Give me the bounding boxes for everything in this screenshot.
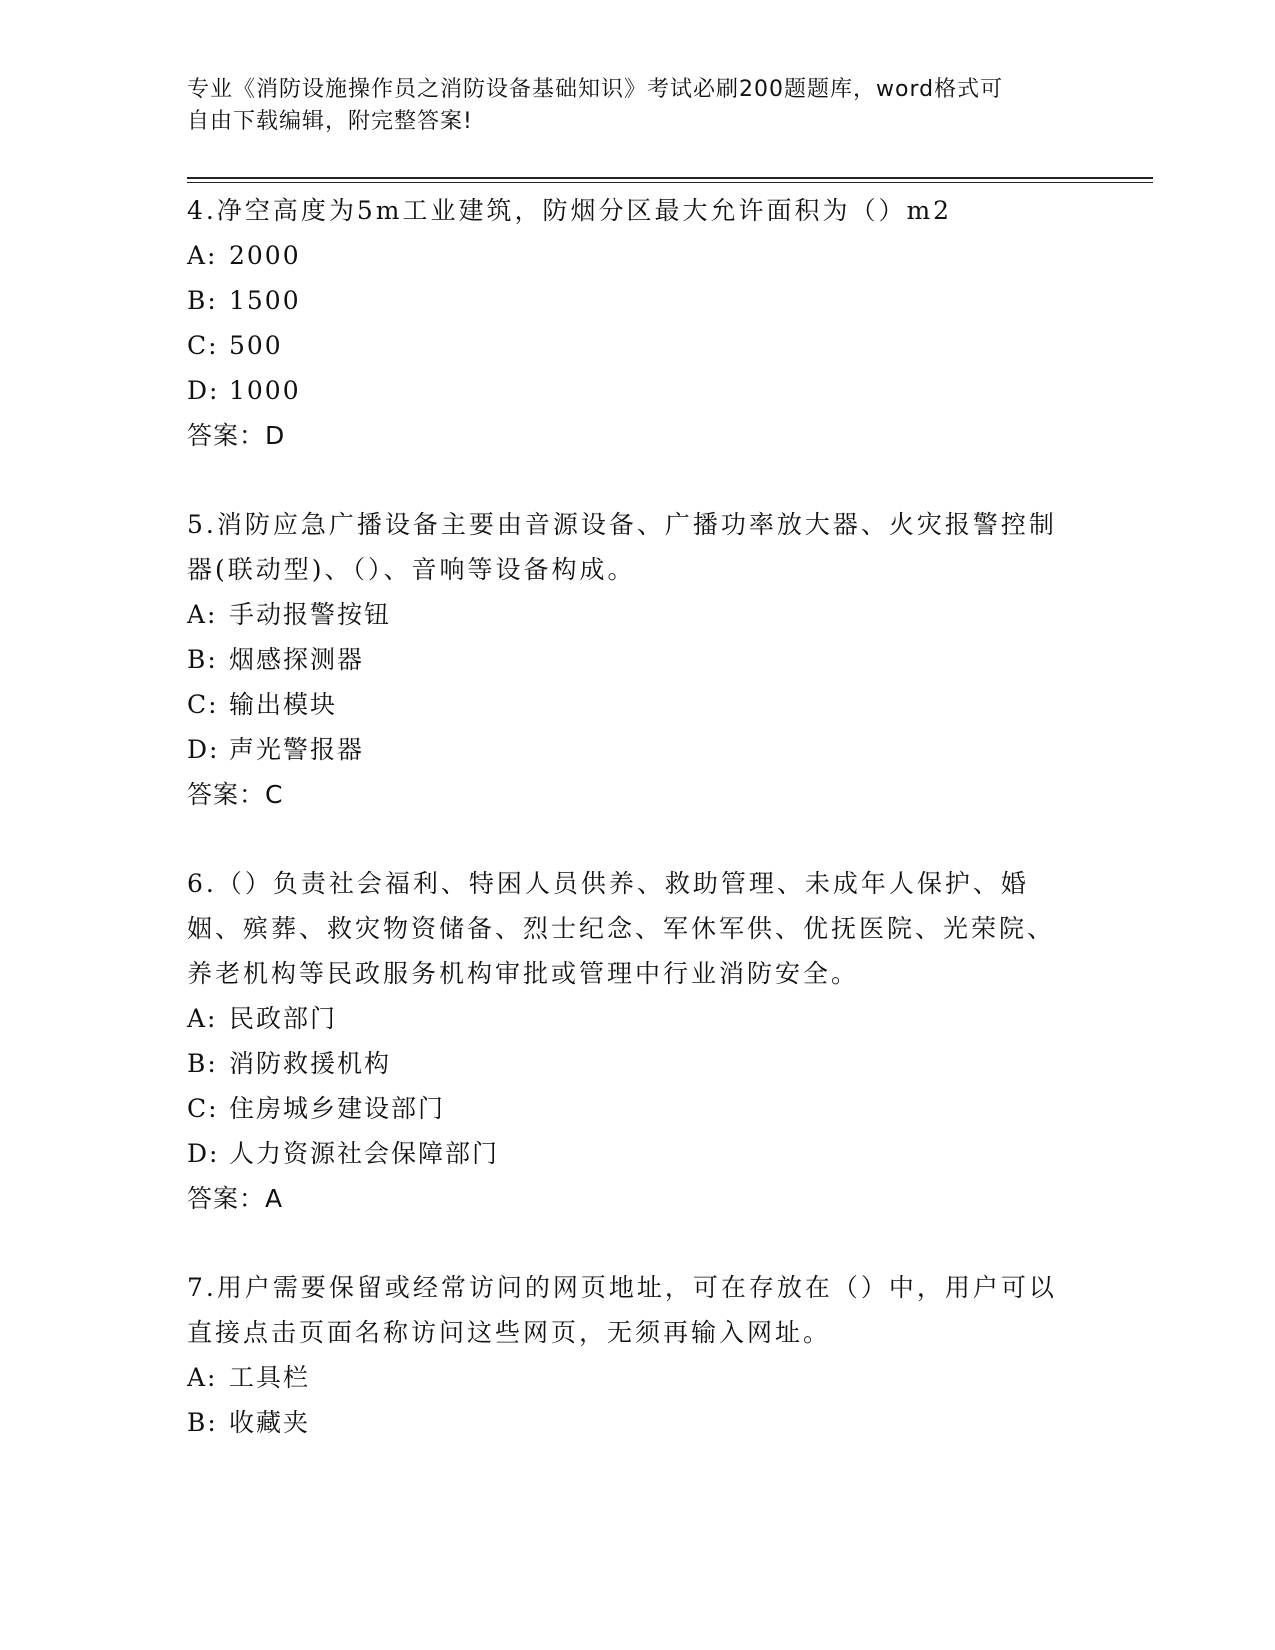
option-key: A: bbox=[187, 241, 218, 270]
option-key: B: bbox=[187, 1049, 218, 1078]
option-value: 500 bbox=[229, 331, 283, 360]
header-line-1: 专业《消防设施操作员之消防设备基础知识》考试必刷200题题库，word格式可 bbox=[187, 77, 1004, 102]
header-divider-thick bbox=[187, 177, 1153, 179]
option-b bbox=[187, 1400, 1067, 1445]
option-key: C: bbox=[187, 690, 219, 719]
option-d bbox=[187, 1131, 1067, 1176]
option-key: A: bbox=[187, 1363, 218, 1392]
option-value: 民政部门 bbox=[229, 1004, 338, 1033]
option-value: 收藏夹 bbox=[229, 1408, 311, 1437]
option-d bbox=[187, 368, 1067, 413]
question-7 bbox=[187, 1265, 1067, 1445]
option-a bbox=[187, 1355, 1067, 1400]
option-c bbox=[187, 682, 1067, 727]
option-value: 输出模块 bbox=[229, 690, 338, 719]
option-value: 手动报警按钮 bbox=[229, 600, 392, 629]
question-5 bbox=[187, 502, 1067, 817]
option-key: B: bbox=[187, 645, 218, 674]
option-a bbox=[187, 233, 1067, 278]
option-key: B: bbox=[187, 1408, 218, 1437]
option-value: 1000 bbox=[229, 376, 301, 405]
option-c bbox=[187, 323, 1067, 368]
question-text: 6.（）负责社会福利、特困人员供养、救助管理、未成年人保护、婚姻、殡葬、救灾物资储备、烈士纪念、军休军供、优抚医院、光荣院、养老机构等民政服务机构审批或管理中行业消防安全。 bbox=[187, 869, 1056, 988]
option-value: 消防救援机构 bbox=[229, 1049, 392, 1078]
option-key: B: bbox=[187, 286, 218, 315]
question-list bbox=[187, 188, 1067, 1445]
header-divider-thin bbox=[187, 182, 1153, 183]
option-key: A: bbox=[187, 600, 218, 629]
option-value: 烟感探测器 bbox=[229, 645, 365, 674]
option-key: D: bbox=[187, 1139, 220, 1168]
option-a bbox=[187, 996, 1067, 1041]
question-text: 5.消防应急广播设备主要由音源设备、广播功率放大器、火灾报警控制器(联动型)、（）、音响等设备构成。 bbox=[187, 510, 1057, 584]
answer-line: 答案：D bbox=[187, 421, 286, 450]
option-key: C: bbox=[187, 331, 219, 360]
option-key: D: bbox=[187, 376, 220, 405]
option-b bbox=[187, 278, 1067, 323]
option-value: 1500 bbox=[229, 286, 301, 315]
question-6 bbox=[187, 861, 1067, 1221]
option-value: 声光警报器 bbox=[229, 735, 365, 764]
option-value: 人力资源社会保障部门 bbox=[229, 1139, 500, 1168]
option-a bbox=[187, 592, 1067, 637]
option-c bbox=[187, 1086, 1067, 1131]
option-key: C: bbox=[187, 1094, 219, 1123]
document-header bbox=[187, 74, 1067, 138]
option-b bbox=[187, 1041, 1067, 1086]
header-line-2: 自由下载编辑，附完整答案! bbox=[187, 109, 473, 134]
option-value: 工具栏 bbox=[229, 1363, 311, 1392]
option-key: D: bbox=[187, 735, 220, 764]
option-b bbox=[187, 637, 1067, 682]
question-4 bbox=[187, 188, 1067, 458]
answer-line: 答案：C bbox=[187, 780, 284, 809]
option-value: 住房城乡建设部门 bbox=[229, 1094, 446, 1123]
option-d bbox=[187, 727, 1067, 772]
question-text: 4.净空高度为5m工业建筑，防烟分区最大允许面积为（）m2 bbox=[187, 196, 953, 225]
option-key: A: bbox=[187, 1004, 218, 1033]
answer-line: 答案：A bbox=[187, 1184, 284, 1213]
question-text: 7.用户需要保留或经常访问的网页地址，可在存放在（）中，用户可以直接点击页面名称访问这些网页，无须再输入网址。 bbox=[187, 1273, 1057, 1347]
option-value: 2000 bbox=[229, 241, 301, 270]
